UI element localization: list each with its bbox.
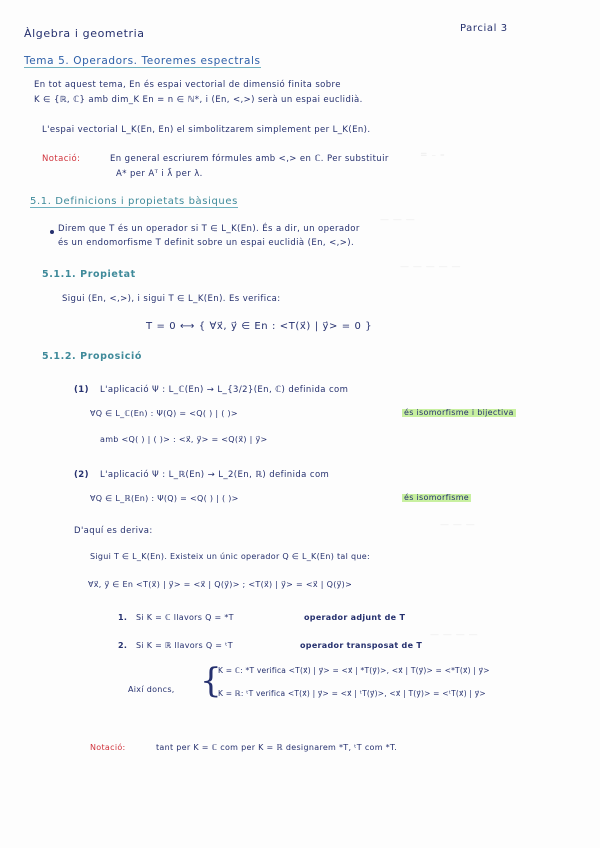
prop-5-1-1-heading: 5.1.1. Propietat [42, 269, 136, 280]
prop-5-1-1-line: Sigui (En, <,>), i sigui T ∈ L_K(En). Es verifica: [62, 294, 281, 304]
item-2-number: (2) [74, 470, 89, 480]
final-notation-text: tant per K = ℂ com per K = ℝ designarem *T, ᵗT com *T. [156, 743, 398, 752]
item-2-result: és isomorfisme [404, 493, 470, 502]
intro-line-2: K ∈ {ℝ, ℂ} amb dim_K En = n ∈ ℕ*, i (En, <,>) serà un espai euclidià. [34, 95, 363, 105]
notation-line-1: En general escriurem fórmules amb <,> en ℂ. Per substituir [110, 154, 389, 164]
brace-line-1: K = ℂ: *T verifica <T(x⃗) | y⃗> = <x⃗ | *T(y⃗)>, <x⃗ | T(y⃗)> = <*T(x⃗) | y⃗> [218, 666, 490, 675]
bleed-through: — — — — — [400, 262, 461, 272]
section-5-1-heading: 5.1. Definicions i propietats bàsiques [30, 196, 238, 207]
brace-line-2: K = ℝ: ᵗT verifica <T(x⃗) | y⃗> = <x⃗ | ᵗT(y⃗)>, <x⃗ | T(y⃗)> = <ᵗT(x⃗) | y⃗> [218, 689, 486, 698]
bleed-through: — — — [440, 520, 476, 530]
case-1-text: Si K = ℂ llavors Q = *T [136, 613, 234, 622]
item-1-line-2: ∀Q ∈ L_ℂ(En) : Ψ(Q) = <Q( ) | ( )> [90, 409, 238, 418]
item-2-line-2: ∀Q ∈ L_ℝ(En) : Ψ(Q) = <Q( ) | ( )> [90, 494, 239, 503]
bleed-through: = ₋ ₌ [420, 150, 446, 160]
exam-label: Parcial 3 [460, 23, 508, 34]
notation-label: Notació: [42, 154, 81, 164]
item-1-result: és isomorfisme i bijectiva [404, 408, 514, 417]
bullet-icon [50, 230, 54, 234]
case-1-number: 1. [118, 613, 128, 622]
space-notation-line: L'espai vectorial L_K(En, En) el simbolitzarem simplement per L_K(En). [42, 125, 371, 135]
item-1-number: (1) [74, 385, 89, 395]
item-1-line-1: L'aplicació Ψ : L_ℂ(En) → L_{3/2}(En, ℂ) definida com [100, 385, 349, 395]
definition-line-1: Direm que T és un operador si T ∈ L_K(En). És a dir, un operador [58, 224, 360, 234]
intro-line-1: En tot aquest tema, En és espai vectorial de dimensió finita sobre [34, 80, 341, 90]
therefore-label: Així doncs, [128, 685, 175, 694]
derived-line-1: Sigui T ∈ L_K(En). Existeix un únic operador Q ∈ L_K(En) tal que: [90, 552, 370, 561]
prop-5-1-1-formula: T = 0 ⟷ { ∀x⃗, y⃗ ∈ En : <T(x⃗) | y⃗> = 0 } [146, 321, 373, 332]
notation-line-2: A* per Aᵀ i λ̄ per λ. [116, 169, 203, 179]
prop-5-1-2-heading: 5.1.2. Proposició [42, 351, 142, 362]
case-2-name: operador transposat de T [300, 641, 423, 650]
item-2-line-1: L'aplicació Ψ : L_ℝ(En) → L_2(En, ℝ) definida com [100, 470, 330, 480]
subject-title: Àlgebra i geometria [24, 27, 145, 40]
derived-line-2: ∀x⃗, y⃗ ∈ En <T(x⃗) | y⃗> = <x⃗ | Q(y⃗)> ; <T(x⃗) | y⃗> = <x⃗ | Q(y⃗)> [88, 580, 353, 589]
case-2-number: 2. [118, 641, 128, 650]
case-2-text: Si K = ℝ llavors Q = ᵗT [136, 641, 233, 650]
case-1-name: operador adjunt de T [304, 613, 406, 622]
definition-line-2: és un endomorfisme T definit sobre un espai euclidià (En, <,>). [58, 238, 355, 248]
bleed-through: — — — — [430, 630, 479, 640]
brace-icon: { [200, 661, 222, 701]
final-notation-label: Notació: [90, 743, 126, 752]
derived-intro: D'aquí es deriva: [74, 526, 153, 536]
item-1-line-3: amb <Q( ) | ( )> : <x⃗, y⃗> = <Q(x⃗) | y⃗> [100, 435, 268, 444]
bleed-through: — — — [380, 215, 416, 225]
topic-title: Tema 5. Operadors. Teoremes espectrals [24, 55, 261, 67]
